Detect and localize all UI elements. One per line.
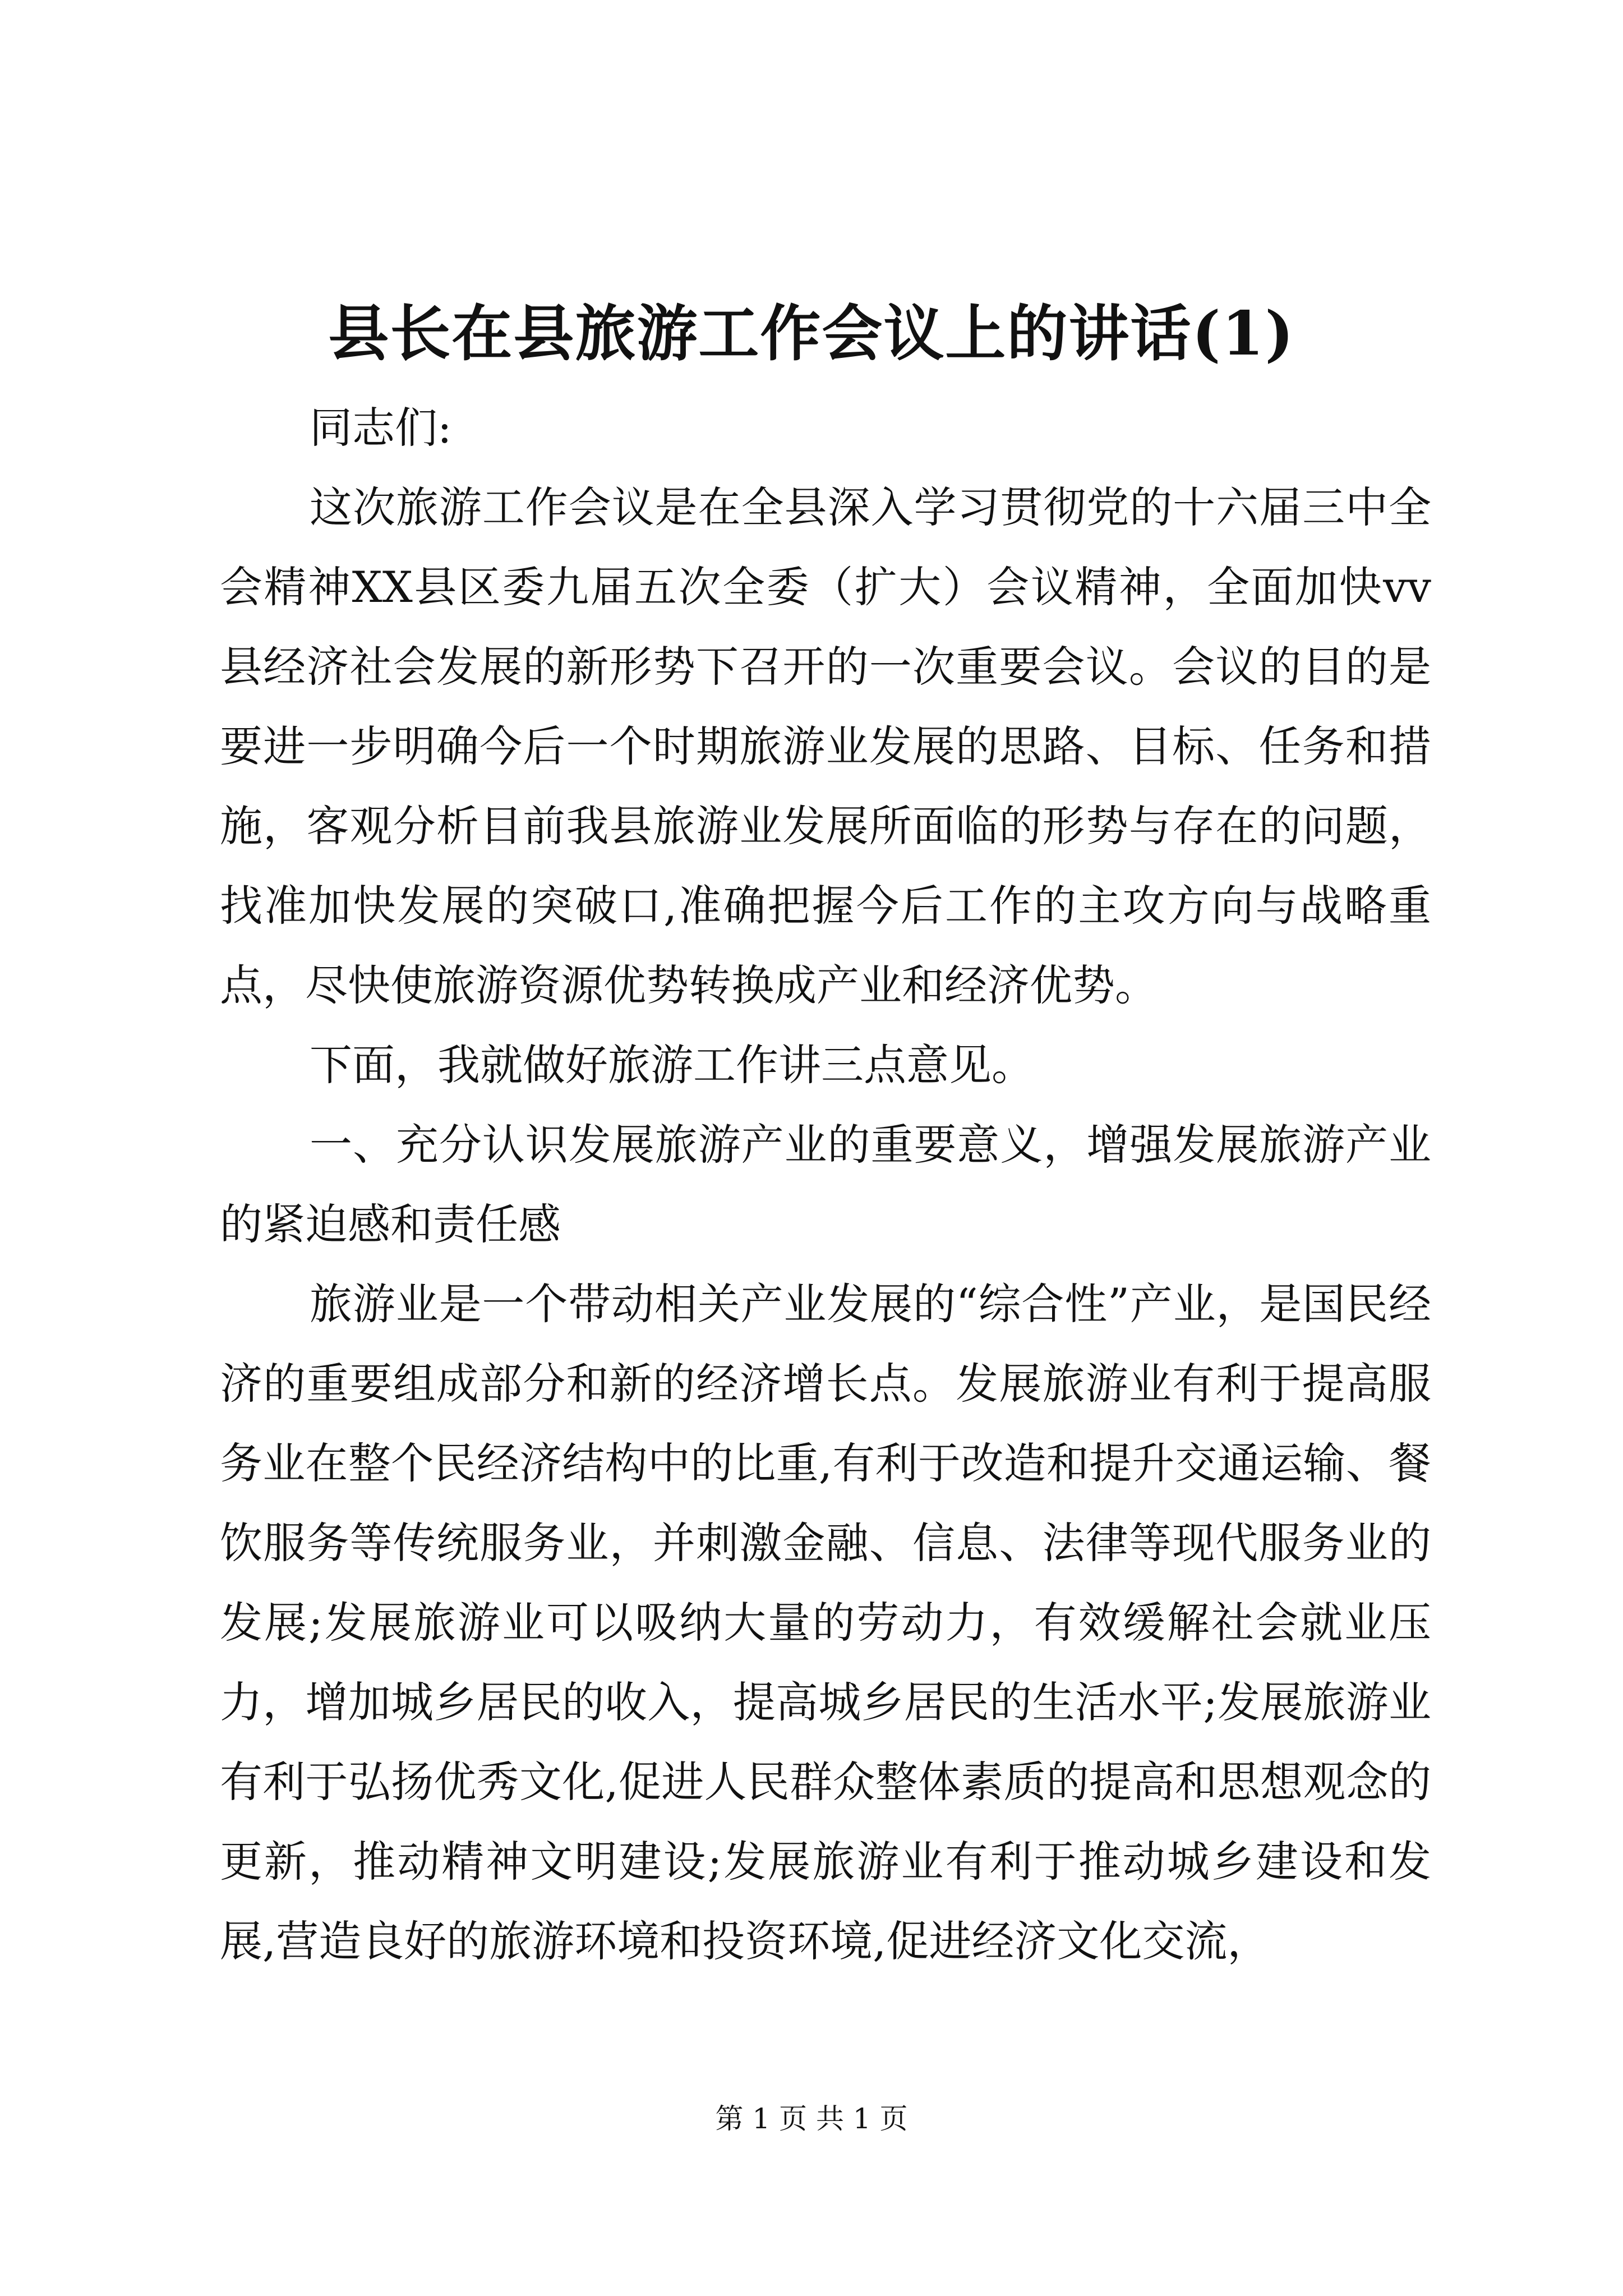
transition-paragraph: 下面，我就做好旅游工作讲三点意见。	[310, 1040, 1034, 1090]
document-body	[220, 388, 1431, 1981]
section-heading-1: 一、充分认识发展旅游产业的重要意义，增强发展旅游产业的紧迫感和责任感	[220, 1120, 1431, 1249]
page-footer: 第 1 页 共 1 页	[715, 2102, 908, 2135]
intro-paragraph: 这次旅游工作会议是在全县深入学习贯彻党的十六届三中全会精神XX县区委九届五次全委（扩大）会议精神，全面加快vv县经济社会发展的新形势下召开的一次重要会议。会议的目的是要进一步明确今后一个时期旅游业发展的思路、目标、任务和措施，客观分析目前我县旅游业发展所面临的形势与存在的问题，找准加快发展的突破口,准确把握今后工作的主攻方向与战略重点，尽快使旅游资源优势转换成产业和经济优势。	[220, 482, 1431, 1010]
document-title: 县长在县旅游工作会议上的讲话(1)	[328, 298, 1295, 369]
salutation-paragraph: 同志们:	[310, 403, 452, 453]
body-paragraph: 旅游业是一个带动相关产业发展的“综合性”产业，是国民经济的重要组成部分和新的经济增长点。发展旅游业有利于提高服务业在整个民经济结构中的比重,有利于改造和提升交通运输、餐饮服务等传统服务业，并刺激金融、信息、法律等现代服务业的发展;发展旅游业可以吸纳大量的劳动力，有效缓解社会就业压力，增加城乡居民的收入，提高城乡居民的生活水平;发展旅游业有利于弘扬优秀文化,促进人民群众整体素质的提高和思想观念的更新，推动精神文明建设;发展旅游业有利于推动城乡建设和发展,营造良好的旅游环境和投资环境,促进经济文化交流，	[220, 1279, 1431, 1966]
